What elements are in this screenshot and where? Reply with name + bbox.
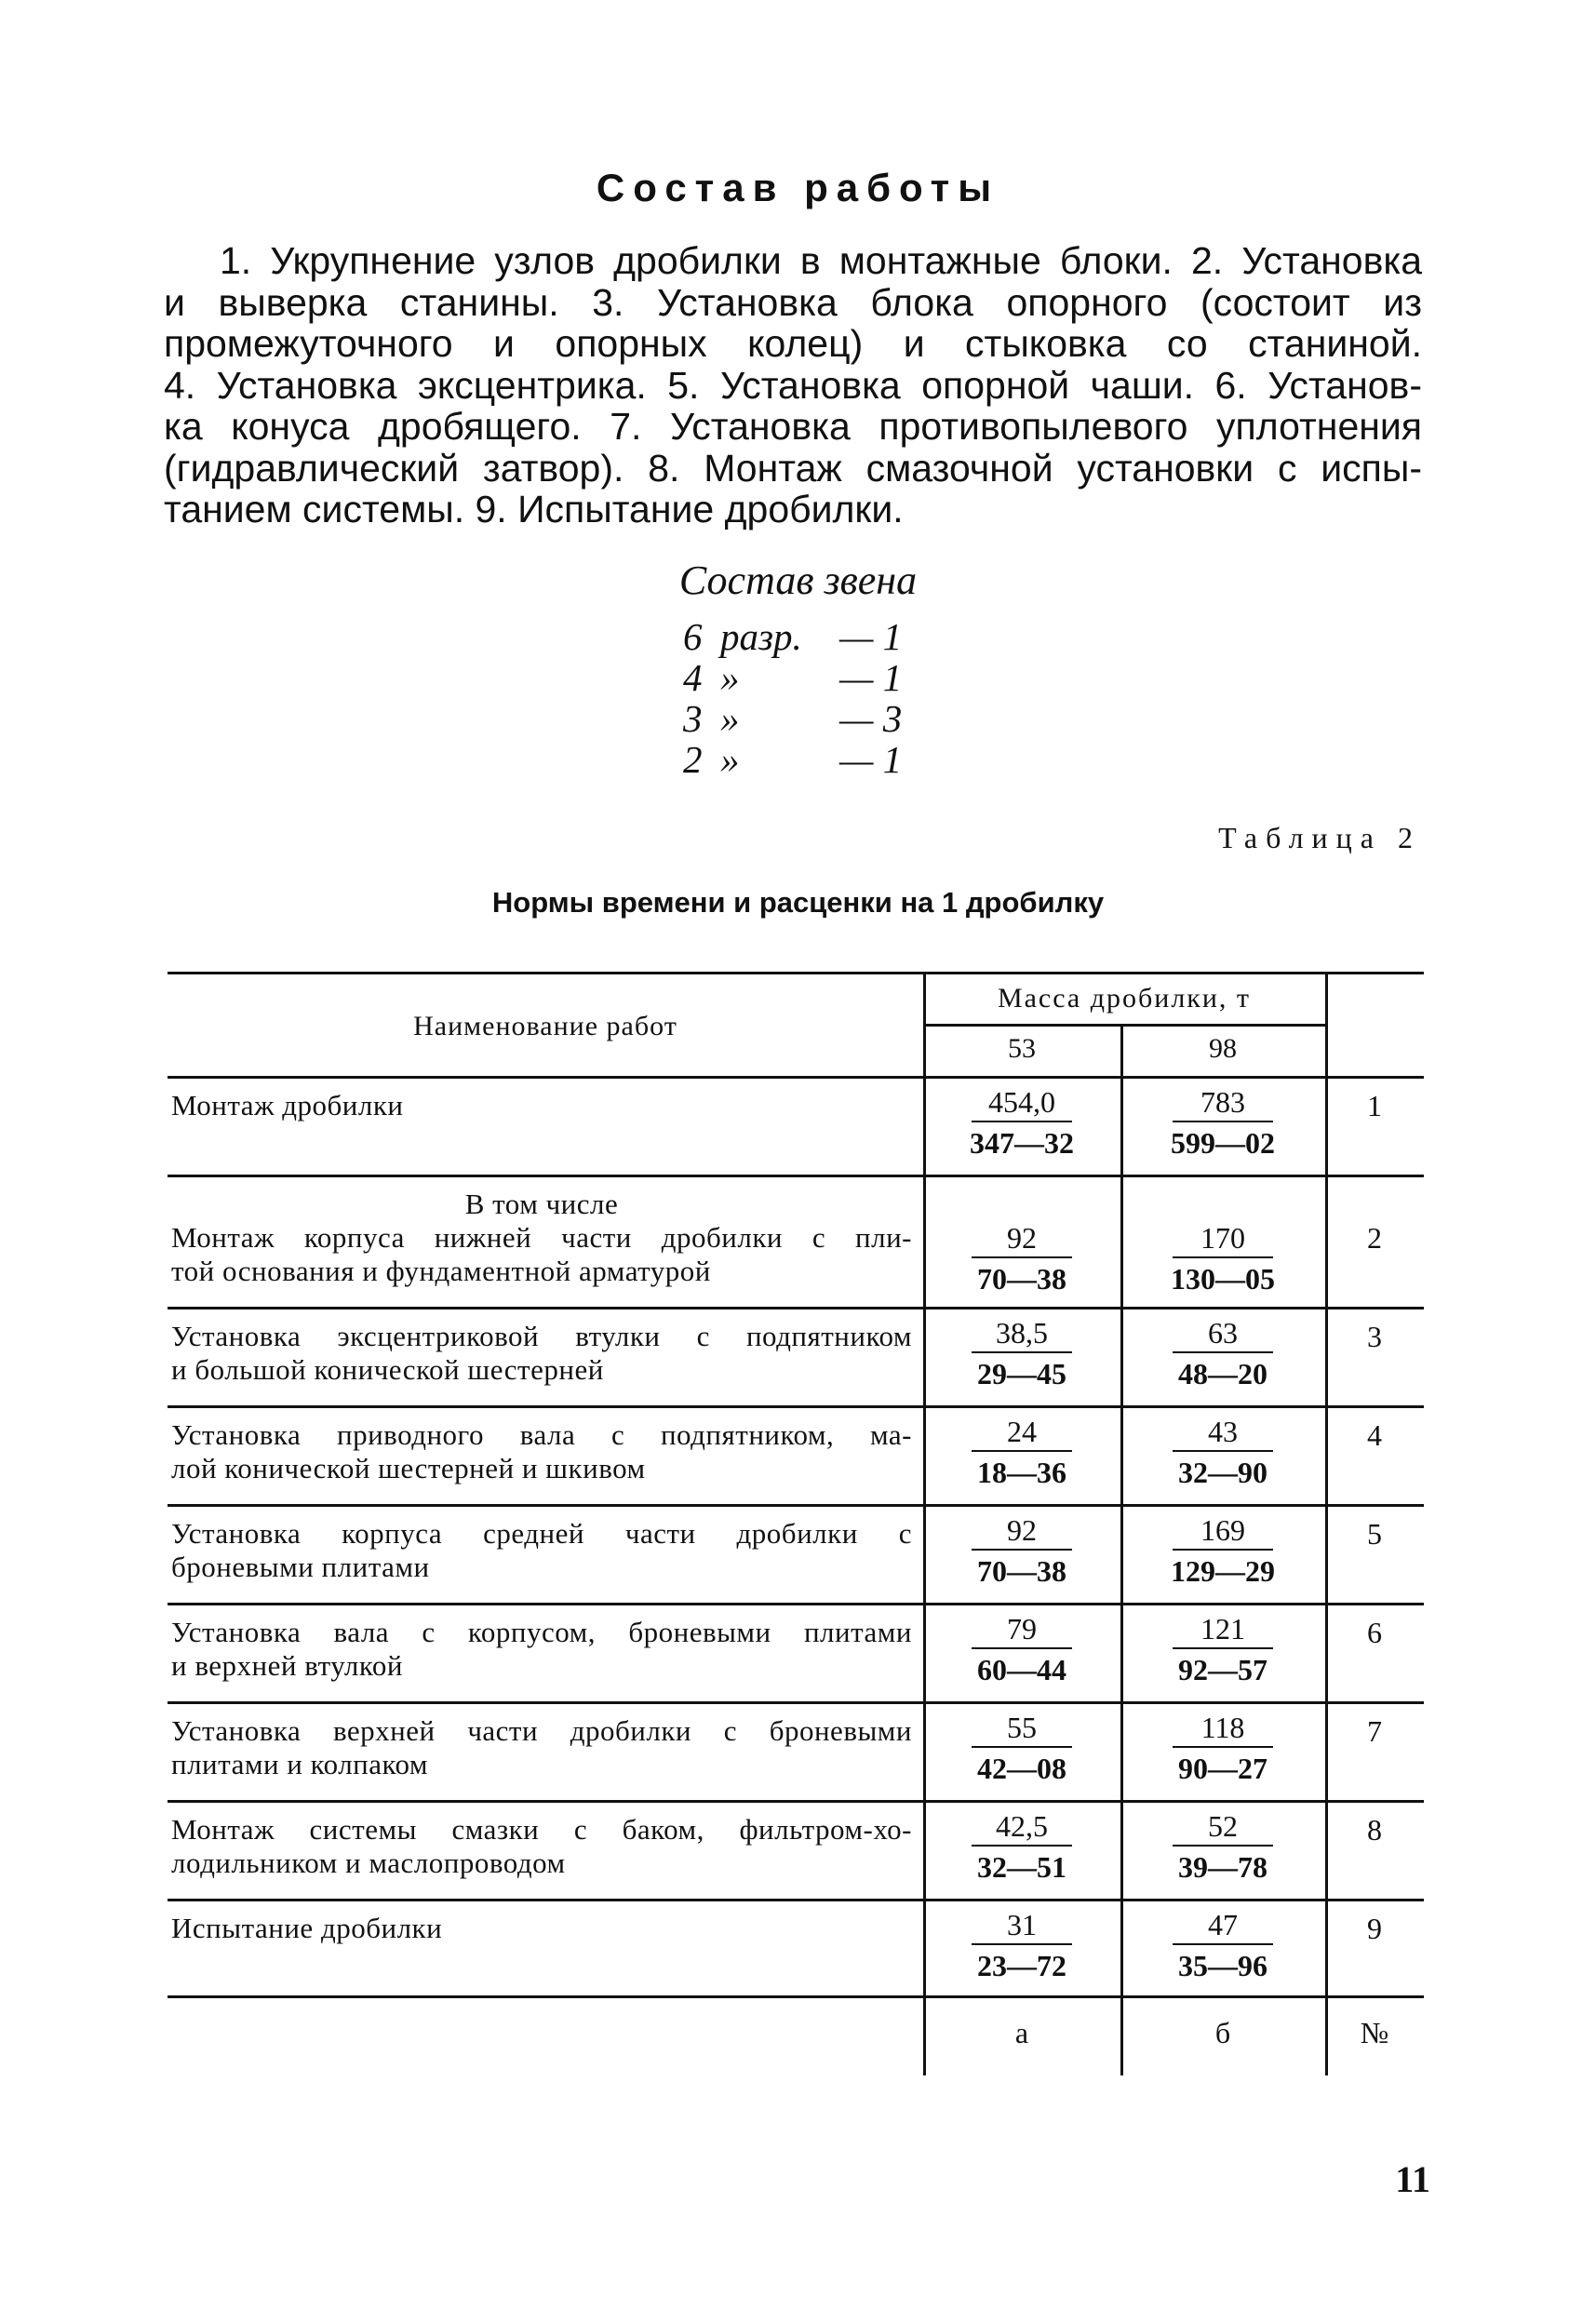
work-name <box>171 1089 912 1122</box>
work-name-line: и большой конической шестерней <box>171 1353 604 1386</box>
work-name-line: Монтаж дробилки <box>171 1089 404 1121</box>
footer-col-b: б <box>1214 2016 1231 2049</box>
time-norm: 454,0 <box>988 1085 1055 1119</box>
fraction-bar <box>972 1845 1072 1847</box>
price-rate: 90—27 <box>1178 1752 1267 1785</box>
row-number: 8 <box>1367 1813 1382 1847</box>
rate-cell-b <box>1158 1085 1288 1160</box>
crew-row <box>683 616 925 657</box>
crew-unit: » <box>720 697 740 740</box>
rate-cell-a <box>957 1415 1087 1489</box>
crew-dash: — 1 <box>839 656 903 699</box>
row-rule <box>168 1701 1424 1704</box>
time-norm: 52 <box>1208 1809 1238 1843</box>
price-rate: 32—90 <box>1178 1456 1267 1489</box>
time-norm: 55 <box>1007 1711 1037 1744</box>
footer-col-a: а <box>1014 2016 1029 2049</box>
row-rule <box>168 1504 1424 1507</box>
crew-dash: — 1 <box>839 738 903 781</box>
fraction-bar <box>1173 1256 1273 1258</box>
row-number: 7 <box>1367 1714 1382 1748</box>
row-rule <box>168 1307 1424 1309</box>
fraction-bar <box>1173 1746 1273 1748</box>
work-name-line: Испытание дробилки <box>171 1912 443 1944</box>
rate-cell-b <box>1158 1908 1288 1982</box>
work-name <box>171 1418 912 1485</box>
crew-unit: » <box>720 656 740 699</box>
rate-cell-a <box>957 1316 1087 1390</box>
time-norm: 121 <box>1200 1612 1245 1645</box>
table-label: Таблица 2 <box>1218 821 1421 854</box>
rate-cell-a <box>957 1809 1087 1884</box>
work-name <box>171 1912 912 1945</box>
work-name-line: лодильником и маслопроводом <box>171 1847 566 1879</box>
intro-line: танием системы. 9. Испытание дробилки. <box>164 488 904 530</box>
crew-list <box>683 616 925 780</box>
price-rate: 35—96 <box>1178 1949 1267 1982</box>
header-mass-col: Масса дробилки, т <box>997 983 1252 1014</box>
rate-cell-a <box>957 1612 1087 1686</box>
work-name-line: Установка эксцентриковой втулки с подпятником <box>171 1320 912 1352</box>
time-norm: 38,5 <box>996 1316 1048 1350</box>
crew-title: Состав звена <box>678 557 918 603</box>
fraction-bar <box>972 1549 1072 1551</box>
intro-line: ка конуса дробящего. 7. Установка противопылевого уплотнения <box>164 405 1422 448</box>
work-name <box>171 1813 912 1880</box>
row-number: 6 <box>1367 1616 1382 1649</box>
footer-col-no: № <box>1360 2016 1389 2049</box>
header-col-a: 53 <box>1008 1033 1036 1064</box>
intro-line: и выверка станины. 3. Установка блока опорного (состоит из <box>164 280 1422 324</box>
price-rate: 42—08 <box>977 1752 1066 1785</box>
fraction-bar <box>972 1121 1072 1122</box>
mass-header-rule <box>923 1024 1325 1027</box>
time-norm: 43 <box>1208 1415 1238 1448</box>
work-name-line: броневыми плитами <box>171 1551 430 1583</box>
fraction-bar <box>972 1647 1072 1649</box>
rate-cell-b <box>1158 1711 1288 1785</box>
fraction-bar <box>1173 1121 1273 1122</box>
crew-row <box>683 698 925 739</box>
work-name-line: той основания и фундаментной арматурой <box>171 1255 711 1287</box>
price-rate: 39—78 <box>1178 1850 1267 1884</box>
row-rule <box>168 1899 1424 1901</box>
work-name <box>171 1188 912 1288</box>
crew-unit: разр. <box>720 615 802 658</box>
intro-line: (гидравлический затвор). 8. Монтаж смазочной установки с испы- <box>164 446 1422 490</box>
work-name-line: Установка корпуса средней части дробилки с <box>171 1517 912 1550</box>
crew-grade: 6 <box>683 615 703 658</box>
page-number: 11 <box>1395 2158 1430 2200</box>
fraction-bar <box>972 1450 1072 1452</box>
price-rate: 29—45 <box>977 1357 1066 1390</box>
time-norm: 42,5 <box>996 1809 1048 1843</box>
time-norm: 79 <box>1007 1612 1037 1645</box>
work-name-line: Монтаж корпуса нижней части дробилки с пли- <box>171 1221 912 1254</box>
col-divider-name <box>923 972 926 2075</box>
price-rate: 48—20 <box>1178 1357 1267 1390</box>
table-title: Нормы времени и расценки на 1 дробилку <box>491 886 1105 919</box>
work-name <box>171 1517 912 1584</box>
row-rule <box>168 1995 1424 1998</box>
price-rate: 70—38 <box>977 1262 1066 1296</box>
price-rate: 599—02 <box>1171 1126 1275 1160</box>
price-rate: 18—36 <box>977 1456 1066 1489</box>
fraction-bar <box>972 1746 1072 1748</box>
work-name-line: лой конической шестерней и шкивом <box>171 1452 646 1484</box>
work-name-line: плитами и колпаком <box>171 1748 429 1780</box>
row-number: 4 <box>1367 1418 1382 1452</box>
work-description <box>164 240 1422 530</box>
time-norm: 118 <box>1200 1711 1245 1744</box>
price-rate: 129—29 <box>1171 1554 1275 1588</box>
col-divider-mass <box>1120 1024 1123 2075</box>
crew-row <box>683 739 925 780</box>
rate-cell-a <box>957 1221 1087 1296</box>
crew-grade: 3 <box>683 697 703 740</box>
intro-line: промежуточного и опорных колец) и стыковка со станиной. <box>164 322 1422 365</box>
row-rule <box>168 1603 1424 1605</box>
time-norm: 24 <box>1007 1415 1037 1448</box>
rate-cell-b <box>1158 1221 1288 1296</box>
price-rate: 92—57 <box>1178 1653 1267 1686</box>
section-title: Состав работы <box>596 166 1000 209</box>
price-rate: 32—51 <box>977 1850 1066 1884</box>
fraction-bar <box>1173 1647 1273 1649</box>
price-rate: 130—05 <box>1171 1262 1275 1296</box>
work-name <box>171 1714 912 1781</box>
time-norm: 169 <box>1200 1513 1245 1547</box>
rate-cell-a <box>957 1711 1087 1785</box>
fraction-bar <box>1173 1450 1273 1452</box>
time-norm: 47 <box>1208 1908 1238 1941</box>
crew-row <box>683 657 925 698</box>
row-number: 1 <box>1367 1089 1382 1122</box>
header-name-col: Наименование работ <box>413 1011 677 1041</box>
row-rule <box>168 1800 1424 1803</box>
work-name-line: Установка верхней части дробилки с броневыми <box>171 1714 912 1747</box>
price-rate: 70—38 <box>977 1554 1066 1588</box>
row-rule <box>168 1405 1424 1408</box>
row-number: 2 <box>1367 1221 1382 1255</box>
fraction-bar <box>1173 1943 1273 1945</box>
crew-unit: » <box>720 738 740 781</box>
crew-grade: 2 <box>683 738 703 781</box>
work-subheading: В том числе <box>464 1188 619 1220</box>
work-name-line: Монтаж системы смазки с баком, фильтром-хо- <box>171 1813 912 1846</box>
fraction-bar <box>972 1943 1072 1945</box>
rate-cell-b <box>1158 1809 1288 1884</box>
crew-grade: 4 <box>683 656 703 699</box>
fraction-bar <box>972 1351 1072 1353</box>
intro-line: 1. Укрупнение узлов дробилки в монтажные блоки. 2. Установка <box>220 239 1422 282</box>
col-divider-no <box>1325 972 1328 2075</box>
rate-cell-a <box>957 1085 1087 1160</box>
crew-dash: — 3 <box>839 697 903 740</box>
rate-cell-b <box>1158 1612 1288 1686</box>
row-rule <box>168 1175 1424 1177</box>
row-number: 9 <box>1367 1912 1382 1945</box>
crew-dash: — 1 <box>839 615 903 658</box>
time-norm: 63 <box>1208 1316 1238 1350</box>
price-rate: 23—72 <box>977 1949 1066 1982</box>
fraction-bar <box>972 1256 1072 1258</box>
norms-table <box>168 972 1424 2075</box>
header-bottom-rule <box>168 1076 1424 1079</box>
rate-cell-b <box>1158 1415 1288 1489</box>
time-norm: 170 <box>1200 1221 1245 1255</box>
row-number: 3 <box>1367 1320 1382 1353</box>
rate-cell-a <box>957 1513 1087 1588</box>
fraction-bar <box>1173 1549 1273 1551</box>
work-name <box>171 1320 912 1387</box>
rate-cell-b <box>1158 1513 1288 1588</box>
time-norm: 783 <box>1200 1085 1245 1119</box>
fraction-bar <box>1173 1845 1273 1847</box>
time-norm: 92 <box>1007 1513 1037 1547</box>
time-norm: 92 <box>1007 1221 1037 1255</box>
price-rate: 60—44 <box>977 1653 1066 1686</box>
intro-line: 4. Установка эксцентрика. 5. Установка опорной чаши. 6. Установ- <box>164 363 1422 407</box>
work-name <box>171 1616 912 1683</box>
fraction-bar <box>1173 1351 1273 1353</box>
header-col-b: 98 <box>1209 1033 1237 1064</box>
rate-cell-b <box>1158 1316 1288 1390</box>
price-rate: 347—32 <box>970 1126 1074 1160</box>
rate-cell-a <box>957 1908 1087 1982</box>
row-number: 5 <box>1367 1517 1382 1551</box>
work-name-line: Установка вала с корпусом, броневыми плитами <box>171 1616 912 1648</box>
work-name-line: Установка приводного вала с подпятником, ма- <box>171 1418 912 1451</box>
table-top-rule <box>168 972 1424 974</box>
work-name-line: и верхней втулкой <box>171 1649 403 1682</box>
time-norm: 31 <box>1007 1908 1037 1941</box>
